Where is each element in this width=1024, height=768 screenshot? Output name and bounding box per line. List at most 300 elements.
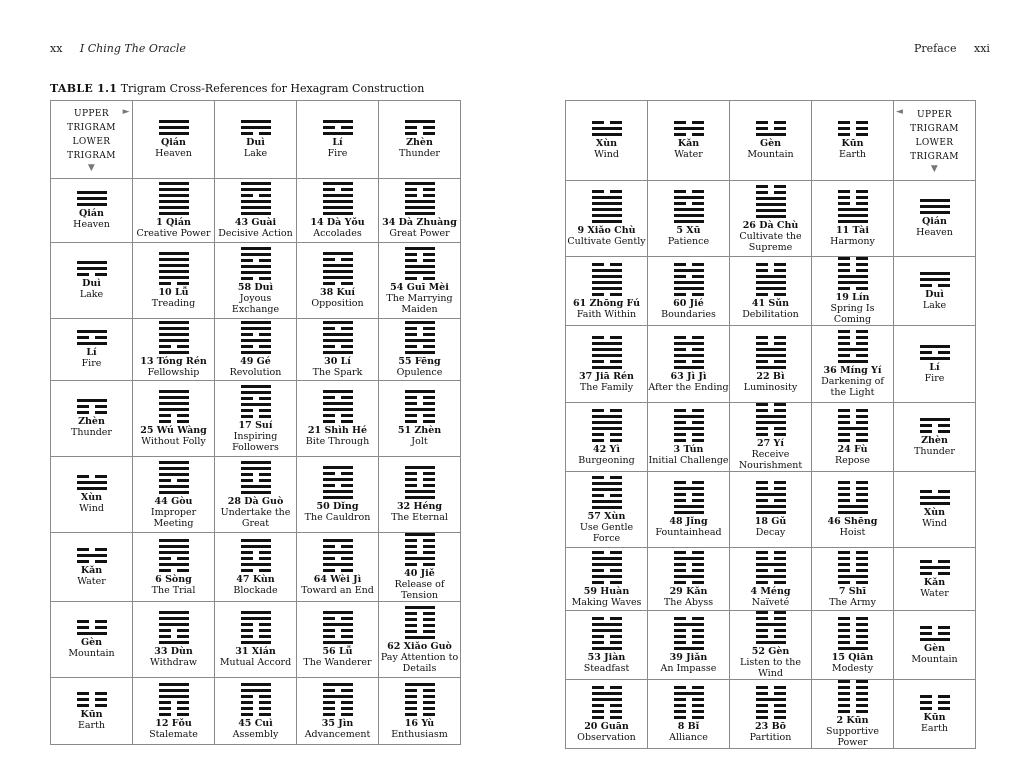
hexagram-cell-24-fu [812,403,894,472]
hexagram-cell-46-sheng [812,472,894,548]
hexagram-21-shih-he-icon [323,390,353,423]
hexagram-39-jian-icon [674,617,704,650]
hexagram-19-lin-icon [838,257,868,290]
trigram-pinyin: Duì [246,137,265,148]
trigram-pinyin: Gèn [759,138,782,149]
trigram-english: Wind [79,503,104,514]
trigram-cell-thunder [51,381,133,457]
hexagram-english: An Impasse [660,662,717,674]
hexagram-name: 12 Fǒu [155,717,192,729]
trigram-mountain-icon [77,620,107,635]
table-row [51,457,461,533]
hexagram-cell-41-sun [730,257,812,326]
hexagram-32-heng-icon [405,466,435,499]
trigram-lake-icon [241,120,271,135]
hexagram-49-ge-icon [241,321,271,354]
trigram-pinyin: Kūn [80,708,103,720]
hexagram-33-dun-icon [159,611,189,644]
hexagram-5-xu-icon [674,190,704,223]
hexagram-30-li-icon [323,321,353,354]
trigram-cell-lake [894,257,976,326]
hexagram-english: Assembly [232,728,279,740]
hexagram-english: Hoist [839,527,866,538]
hexagram-name: 21 Shìh Hé [307,425,368,436]
table-row [566,472,976,548]
hexagram-23-bo-icon [756,686,786,719]
hexagram-cell-45-cui [215,678,297,745]
trigram-english: Earth [838,149,867,160]
hexagram-name: 33 Dùn [154,646,193,657]
hexagram-name: 34 Dà Zhuàng [382,217,457,228]
hexagram-cell-26-da-chu [730,181,812,257]
hexagram-cell-33-dun [133,602,215,678]
hexagram-english: Fountainhead [655,527,722,538]
hexagram-name: 61 Zhōng Fú [572,297,641,309]
table-row [566,548,976,611]
left-hexagram-table [50,100,461,745]
hexagram-64-wei-ji-icon [323,539,353,572]
trigram-english: Wind [922,518,947,529]
hexagram-english: Mutual Accord [219,657,292,668]
hexagram-name: 31 Xián [235,646,276,657]
hexagram-name: 29 Kǎn [669,585,708,597]
hexagram-english: Cultivate Gently [567,236,646,247]
hexagram-cell-6-song [133,533,215,602]
hexagram-cell-60-jie [648,257,730,326]
hexagram-14-da-you-icon [323,182,353,215]
hexagram-english: Treading [151,298,196,309]
upper-trigram-header-row [51,101,461,179]
table-row [51,319,461,381]
hexagram-english: Opulence [396,367,443,378]
trigram-heaven-icon [77,191,107,206]
hexagram-name: 35 Jìn [321,717,354,729]
hexagram-name: 32 Héng [396,501,443,512]
hexagram-name: 14 Dà Yǒu [310,217,365,228]
hexagram-name: 25 Wú Wàng [140,425,207,436]
trigram-english: Lake [79,289,104,300]
hexagram-18-gu-icon [756,481,786,514]
section-title: Preface [914,42,957,55]
hexagram-cell-20-guan [566,680,648,749]
hexagram-name: 41 Sǔn [751,297,790,309]
hexagram-60-jie-icon [674,263,704,296]
hexagram-name: 27 Yí [757,438,784,449]
trigram-cell-mountain [894,611,976,680]
hexagram-cell-34-da-zhuang [379,179,461,243]
trigram-english: Heaven [916,227,953,238]
hexagram-25-wu-wang-icon [159,390,189,423]
hexagram-name: 24 Fù [837,443,868,455]
trigram-english: Water [77,575,106,587]
hexagram-english: Undertake the Great [220,506,291,529]
hexagram-name: 19 Lín [835,292,870,303]
trigram-english: Mountain [68,648,115,659]
hexagram-english: Patience [667,236,710,247]
hexagram-name: 48 Jǐng [669,516,708,527]
trigram-pinyin: Zhèn [78,416,105,427]
hexagram-name: 49 Gé [240,356,271,367]
hexagram-english: Revolution [229,367,282,378]
trigram-english: Mountain [747,149,794,160]
page-header-left [50,42,186,55]
trigram-english: Thunder [399,148,440,159]
hexagram-cell-39-jian [648,611,730,680]
hexagram-cell-15-qian [812,611,894,680]
trigram-pinyin: Gèn [923,642,946,654]
hexagram-cell-64-wei-ji [297,533,379,602]
hexagram-name: 57 Xùn [587,510,626,522]
trigram-cell-fire [297,101,379,179]
hexagram-3-tun-icon [674,409,704,442]
trigram-cell-earth [812,101,894,181]
trigram-english: Earth [77,719,106,731]
trigram-english: Wind [594,149,619,160]
hexagram-cell-31-xian [215,602,297,678]
hexagram-name: 16 Yù [404,717,435,729]
hexagram-34-da-zhuang-icon [405,182,435,215]
hexagram-cell-7-shi [812,548,894,611]
hexagram-english: Alliance [669,731,708,743]
hexagram-name: 45 Cuì [238,717,273,729]
hexagram-cell-4-meng [730,548,812,611]
trigram-fire-icon [323,120,353,135]
trigram-mountain-icon [756,121,786,136]
hexagram-cell-21-shih-he [297,381,379,457]
hexagram-26-da-chu-icon [756,185,786,218]
hexagram-12-fou-icon [159,683,189,716]
hexagram-english: Receive Nourishment [738,449,803,471]
hexagram-name: 7 Shī [838,585,867,597]
hexagram-english: Great Power [389,228,450,239]
hexagram-english: Release of Tension [394,579,445,601]
hexagram-english: Luminosity [743,381,798,393]
hexagram-name: 8 Bǐ [677,720,700,732]
hexagram-cell-5-xu [648,181,730,257]
hexagram-english: Use Gentle Force [579,521,634,544]
hexagram-english: The Trial [151,584,196,596]
hexagram-cell-17-sui [215,381,297,457]
trigram-water-icon [674,121,704,136]
hexagram-11-tai-icon [838,190,868,223]
hexagram-58-dui-icon [241,247,271,280]
hexagram-name: 1 Qián [156,217,191,228]
trigram-axis-legend [894,101,976,181]
trigram-axis-legend [51,101,133,179]
upper-label: UPPER [916,109,953,120]
hexagram-cell-53-jian [566,611,648,680]
hexagram-47-kun-icon [241,539,271,572]
hexagram-english: Joyous Exchange [231,292,280,315]
trigram-lake-icon [920,272,950,287]
right-page-number: xxi [973,42,990,55]
hexagram-english: Bite Through [305,436,370,447]
hexagram-english: Toward an End [301,584,374,596]
lower-label: TRIGRAM [67,150,116,161]
hexagram-59-huan-icon [592,551,622,584]
trigram-cell-heaven [133,101,215,179]
lower-label: TRIGRAM [910,151,959,162]
trigram-pinyin: Zhèn [921,434,948,446]
hexagram-name: 64 Wèi Jì [313,573,362,585]
hexagram-8-bi-icon [674,686,704,719]
trigram-heaven-icon [159,120,189,135]
hexagram-36-ming-yi-icon [838,330,868,363]
hexagram-29-kan-icon [674,551,704,584]
trigram-pinyin: Kǎn [677,138,700,149]
hexagram-name: 10 Lǚ [158,287,189,298]
hexagram-name: 58 Duì [237,281,274,293]
hexagram-english: Debilitation [742,308,799,320]
hexagram-cell-56-lu [297,602,379,678]
hexagram-cell-25-wu-wang [133,381,215,457]
trigram-water-icon [77,548,107,563]
hexagram-50-ding-icon [323,466,353,499]
hexagram-48-jing-icon [674,481,704,514]
table-row [51,678,461,745]
hexagram-english: Fellowship [147,367,200,378]
table-row [566,611,976,680]
hexagram-english: Blockade [233,584,278,596]
trigram-fire-icon [920,345,950,360]
trigram-english: Fire [81,358,102,369]
trigram-pinyin: Kūn [841,138,864,149]
arrow-down-icon: ▼ [87,162,96,173]
hexagram-english: Without Folly [141,436,206,447]
hexagram-name: 43 Guài [234,217,277,228]
hexagram-english: Darkening of the Light [821,376,884,398]
trigram-fire-icon [77,330,107,345]
table-title: Trigram Cross-References for Hexagram Construction [120,82,425,95]
hexagram-45-cui-icon [241,683,271,716]
trigram-cell-water [894,548,976,611]
trigram-wind-icon [592,121,622,136]
hexagram-44-gou-icon [159,461,189,494]
hexagram-english: Repose [834,454,871,466]
hexagram-cell-8-bi [648,680,730,749]
trigram-english: Mountain [911,653,958,665]
hexagram-cell-63-ji-ji [648,326,730,403]
hexagram-name: 26 Dà Chù [742,219,799,231]
hexagram-english: The Marrying Maiden [386,292,453,315]
trigram-pinyin: Xùn [80,492,103,503]
trigram-pinyin: Qián [161,137,186,148]
trigram-cell-water [648,101,730,181]
trigram-english: Earth [920,722,949,734]
trigram-cell-wind [51,457,133,533]
hexagram-name: 62 Xiǎo Guò [387,640,452,652]
hexagram-english: Boundaries [661,308,716,320]
trigram-lake-icon [77,261,107,276]
hexagram-62-xiao-guo-icon [405,606,435,639]
hexagram-english: The Abyss [663,596,714,608]
hexagram-17-sui-icon [241,385,271,418]
trigram-english: Heaven [73,219,110,230]
trigram-pinyin: Gèn [80,637,103,648]
trigram-cell-wind [894,472,976,548]
hexagram-56-lu-icon [323,611,353,644]
hexagram-cell-13-tong-ren [133,319,215,381]
hexagram-name: 40 Jiě [404,568,435,579]
table-row [566,257,976,326]
table-row [566,181,976,257]
hexagram-english: Stalemate [149,728,198,740]
hexagram-cell-54-gui-mei [379,243,461,319]
hexagram-name: 17 Suí [238,419,273,431]
hexagram-english: Enthusiasm [391,728,448,740]
upper-trigram-header-row [566,101,976,181]
arrow-left-icon: ◄ [896,107,904,117]
trigram-pinyin: Qián [79,208,104,219]
trigram-pinyin: Kūn [923,711,946,723]
hexagram-name: 55 Fēng [398,356,441,367]
hexagram-english: The Army [829,596,876,608]
hexagram-english: Listen to the Wind [740,657,801,679]
hexagram-name: 46 Shēng [827,516,878,527]
hexagram-name: 6 Sòng [155,573,192,585]
hexagram-cell-48-jing [648,472,730,548]
hexagram-cell-9-xiao-chu [566,181,648,257]
hexagram-english: Faith Within [576,308,637,320]
hexagram-english: Cultivate the Supreme [739,230,802,253]
hexagram-63-ji-ji-icon [674,336,704,369]
trigram-english: Lake [243,148,268,159]
hexagram-35-jin-icon [323,683,353,716]
hexagram-28-da-guo-icon [241,461,271,494]
trigram-cell-mountain [51,602,133,678]
hexagram-english: Decay [755,527,786,538]
trigram-pinyin: Kǎn [80,564,103,576]
hexagram-cell-30-li [297,319,379,381]
hexagram-cell-12-fou [133,678,215,745]
hexagram-cell-2-kun [812,680,894,749]
hexagram-name: 59 Huàn [583,585,630,597]
hexagram-46-sheng-icon [838,481,868,514]
trigram-cell-earth [894,680,976,749]
hexagram-name: 56 Lǚ [322,646,353,657]
hexagram-english: Inspiring Followers [232,430,279,453]
hexagram-cell-43-guai [215,179,297,243]
trigram-cell-fire [51,319,133,381]
hexagram-english: The Spark [312,367,363,378]
table-row [51,381,461,457]
hexagram-english: Making Waves [571,596,642,608]
hexagram-41-sun-icon [756,263,786,296]
hexagram-cell-44-gou [133,457,215,533]
hexagram-english: Advancement [304,728,371,740]
trigram-english: Fire [327,148,348,159]
hexagram-cell-36-ming-yi [812,326,894,403]
upper-label: UPPER [73,108,110,119]
trigram-pinyin: Lí [929,361,940,373]
hexagram-name: 2 Kūn [836,715,869,726]
hexagram-31-xian-icon [241,611,271,644]
hexagram-cell-27-yi [730,403,812,472]
hexagram-english: The Wanderer [303,657,372,668]
hexagram-name: 15 Qiān [831,651,874,663]
lower-label: LOWER [72,136,111,147]
hexagram-english: Opposition [311,298,364,309]
hexagram-name: 20 Guān [584,720,629,732]
hexagram-cell-47-kun [215,533,297,602]
hexagram-cell-1-qian [133,179,215,243]
trigram-pinyin: Xùn [923,507,946,518]
hexagram-cell-14-da-you [297,179,379,243]
hexagram-27-yi-icon [756,403,786,436]
trigram-earth-icon [920,695,950,710]
hexagram-name: 36 Míng Yí [823,365,882,376]
table-row [51,179,461,243]
hexagram-cell-3-tun [648,403,730,472]
hexagram-english: Burgeoning [578,454,635,466]
trigram-cell-thunder [379,101,461,179]
hexagram-4-meng-icon [756,551,786,584]
hexagram-9-xiao-chu-icon [592,190,622,223]
hexagram-english: Jolt [411,436,428,447]
trigram-thunder-icon [920,418,950,433]
hexagram-cell-37-jia-ren [566,326,648,403]
hexagram-name: 22 Bì [756,370,785,382]
hexagram-name: 4 Méng [750,585,791,597]
hexagram-cell-51-zhen [379,381,461,457]
hexagram-cell-62-xiao-guo [379,602,461,678]
hexagram-name: 38 Kuí [319,287,356,298]
hexagram-english: Supportive Power [826,726,879,748]
hexagram-24-fu-icon [838,409,868,442]
hexagram-53-jian-icon [592,617,622,650]
hexagram-english: After the Ending [648,381,729,393]
hexagram-cell-52-gen [730,611,812,680]
hexagram-cell-22-bi [730,326,812,403]
trigram-thunder-icon [77,399,107,414]
table-row [566,403,976,472]
hexagram-20-guan-icon [592,686,622,719]
trigram-cell-thunder [894,403,976,472]
trigram-pinyin: Lí [332,137,343,148]
upper-label: TRIGRAM [910,123,959,134]
trigram-english: Water [920,587,949,599]
hexagram-english: Withdraw [150,657,197,668]
hexagram-name: 30 Lí [324,356,351,367]
hexagram-51-zhen-icon [405,390,435,423]
hexagram-40-jie-icon [405,533,435,566]
hexagram-english: Naïveté [751,596,790,608]
hexagram-name: 18 Gǔ [754,516,787,527]
hexagram-cell-40-jie [379,533,461,602]
hexagram-english: The Eternal [391,512,448,523]
hexagram-38-kui-icon [323,252,353,285]
hexagram-name: 3 Tún [673,443,704,455]
hexagram-52-gen-icon [756,611,786,644]
hexagram-english: Creative Power [136,228,211,239]
hexagram-cell-49-ge [215,319,297,381]
hexagram-cell-55-feng [379,319,461,381]
table-row [51,602,461,678]
trigram-english: Water [674,149,703,160]
trigram-water-icon [920,560,950,575]
hexagram-english: Spring Is Coming [830,303,875,325]
hexagram-cell-35-jin [297,678,379,745]
hexagram-cell-29-kan [648,548,730,611]
hexagram-2-kun-icon [838,680,868,713]
hexagram-name: 13 Tóng Rén [140,356,207,367]
trigram-cell-heaven [894,181,976,257]
trigram-mountain-icon [920,626,950,641]
hexagram-cell-11-tai [812,181,894,257]
trigram-pinyin: Xùn [595,138,618,149]
hexagram-english: Improper Meeting [150,506,197,529]
hexagram-cell-10-lu [133,243,215,319]
